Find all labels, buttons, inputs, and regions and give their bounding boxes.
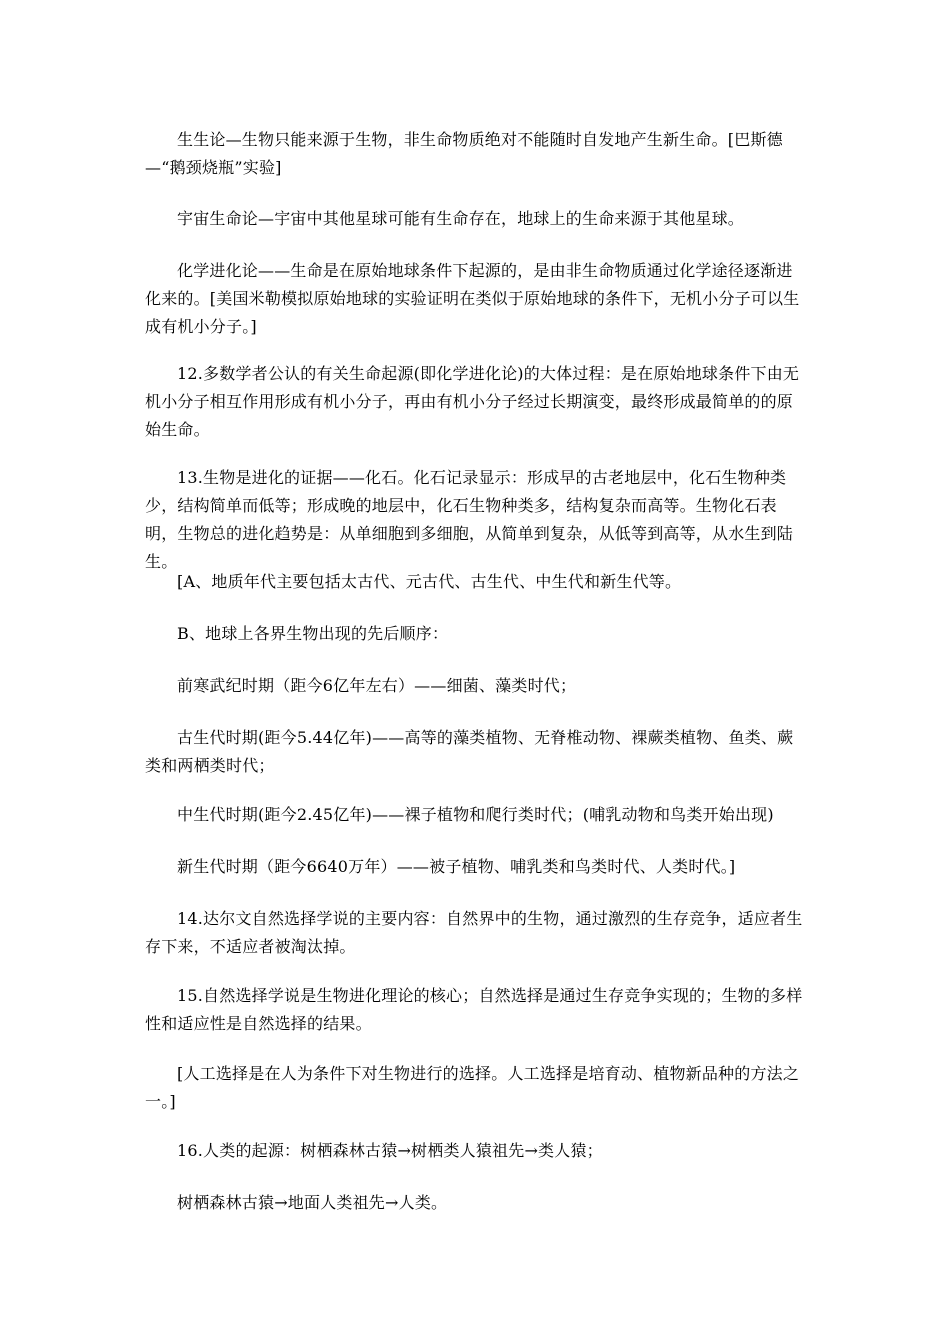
paragraph-appearance-order: B、地球上各界生物出现的先后顺序： bbox=[177, 624, 449, 643]
paragraph-chemical-evolution: 化学进化论——生命是在原始地球条件下起源的，是由非生命物质通过化学途径逐渐进化来的。[美国米勒模拟原始地球的实验证明在类似于原始地球的条件下，无机小分子可以生成有机小分子。] bbox=[145, 261, 800, 336]
paragraph-mesozoic: 中生代时期(距今2.45亿年)——裸子植物和爬行类时代；(哺乳动物和鸟类开始出现) bbox=[177, 805, 774, 824]
paragraph-cenozoic: 新生代时期（距今6640万年）——被子植物、哺乳类和鸟类时代、人类时代。] bbox=[177, 857, 736, 876]
paragraph-precambrian: 前寒武纪时期（距今6亿年左右）——细菌、藻类时代； bbox=[177, 676, 577, 695]
paragraph-paleozoic: 古生代时期(距今5.44亿年)——高等的藻类植物、无脊椎动物、裸蕨类植物、鱼类、蕨类和两栖类时代； bbox=[145, 728, 794, 775]
paragraph-item-16: 16.人类的起源：树栖森林古猿→树栖类人猿祖先→类人猿； bbox=[177, 1141, 603, 1160]
paragraph-item-13: 13.生物是进化的证据——化石。化石记录显示：形成早的古老地层中，化石生物种类少，结构简单而低等；形成晚的地层中，化石生物种类多，结构复杂而高等。生物化石表明，生物总的进化趋势是：从单细胞到多细胞，从简单到复杂，从低等到高等，从水生到陆生。 bbox=[145, 468, 794, 571]
paragraph-cosmic-origin: 宇宙生命论—宇宙中其他星球可能有生命存在，地球上的生命来源于其他星球。 bbox=[177, 209, 745, 228]
paragraph-human-origin-path: 树栖森林古猿→地面人类祖先→人类。 bbox=[177, 1193, 448, 1212]
paragraph-item-12: 12.多数学者公认的有关生命起源(即化学进化论)的大体过程：是在原始地球条件下由无机小分子相互作用形成有机小分子，再由有机小分子经过长期演变，最终形成最简单的的原始生命。 bbox=[145, 364, 800, 439]
paragraph-artificial-selection: [人工选择是在人为条件下对生物进行的选择。人工选择是培育动、植物新品种的方法之一。] bbox=[145, 1064, 800, 1111]
paragraph-item-14: 14.达尔文自然选择学说的主要内容：自然界中的生物，通过激烈的生存竞争，适应者生存下来，不适应者被淘汰掉。 bbox=[145, 909, 803, 956]
paragraph-item-15: 15.自然选择学说是生物进化理论的核心；自然选择是通过生存竞争实现的；生物的多样性和适应性是自然选择的结果。 bbox=[145, 986, 803, 1033]
paragraph-geologic-eras: [A、地质年代主要包括太古代、元古代、古生代、中生代和新生代等。 bbox=[177, 572, 682, 591]
paragraph-spontaneous-generation: 生生论—生物只能来源于生物，非生命物质绝对不能随时自发地产生新生命。[巴斯德—“鹅颈烧瓶”实验] bbox=[145, 130, 783, 177]
